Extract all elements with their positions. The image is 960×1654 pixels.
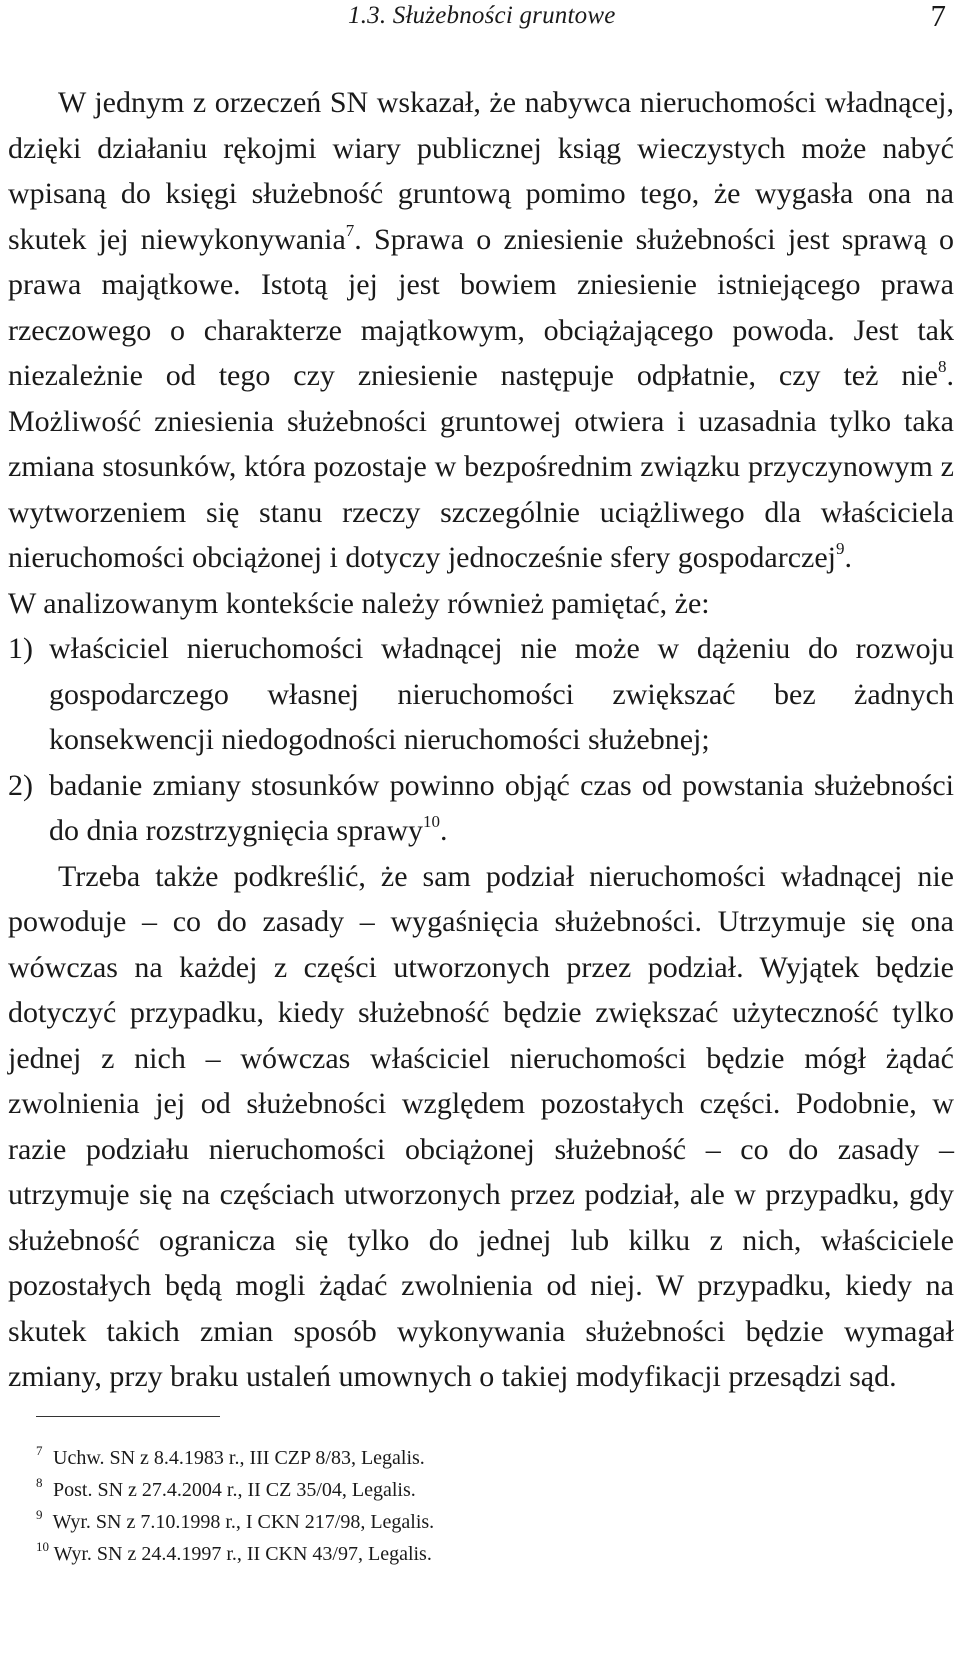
- section-title: 1.3. Służebności gruntowe: [348, 2, 616, 29]
- footnote-ref-10: 10: [423, 812, 441, 831]
- paragraph-1-text-b: . Sprawa o zniesienie służebności jest sprawą o prawa majątkowe. Istotą jej jest bowiem zniesienie istniejącego prawa rzeczowego o charakterze majątkowym, obciążającego powoda. Jest tak niezależnie od tego czy zniesienie następuje odpłatnie, czy też nie: [8, 222, 955, 392]
- list-item-text: badanie zmiany stosunków powinno objąć czas od powstania służebności do dnia rozstrzygnięcia sprawy: [49, 768, 954, 847]
- footnote-ref-7: 7: [345, 220, 355, 240]
- footnote-divider: [36, 1416, 220, 1417]
- list-intro: W analizowanym kontekście należy również pamiętać, że:: [8, 586, 710, 620]
- paragraph-2: Trzeba także podkreślić, że sam podział nieruchomości władnącej nie powoduje – co do zasady – wygaśnięcia służebności. Utrzymuje się ona wówczas na każdej z części utworzonych przez podział. Wyjątek będzie dotyczyć przypadku, kiedy służebność będzie zwiększać użyteczność tylko jednej z nich – wówczas właściciel nieruchomości będzie mógł żądać zwolnienia jej od służebności względem pozostałych części. Podobnie, w razie podziału nieruchomości obciążonej służebność – co do zasady – utrzymuje się na częściach utworzonych przez podział, ale w przypadku, gdy służebność ogranicza się tylko do jednej lub kilku z nich, właściciele pozostałych będą mogli żądać zwolnienia od niej. W przypadku, kiedy na skutek takich zmian sposób wykonywania służebności będzie wymagał zmiany, przy braku ustaleń umownych o takiej modyfikacji przesądzi sąd.: [8, 859, 954, 1393]
- list-item-text: właściciel nieruchomości władnącej nie może w dążeniu do rozwoju gospodarczego własnej nieruchomości zwiększać bez żadnych konsekwencji niedogodności nieruchomości służebnej;: [49, 632, 954, 756]
- footnote-ref-8: 8: [938, 357, 947, 376]
- paragraph-1-text-c: . Możliwość zniesienia służebności gruntowej otwiera i uzasadnia tylko taka zmiana stosunków, która pozostaje w bezpośrednim związku przyczynowym z wytworzeniem się stanu rzeczy szczególnie uciążliwego dla właściciela nieruchomości obciążonej i dotyczy jednocześnie sfery gospodarczej: [8, 359, 954, 574]
- footnote-text: Uchw. SN z 8.4.1983 r., III CZP 8/83, Legalis.: [53, 1447, 425, 1469]
- footnotes: [36, 1442, 936, 1570]
- footnote-text: Wyr. SN z 7.10.1998 r., I CKN 217/98, Legalis.: [52, 1511, 435, 1533]
- footnote-8: 8 Post. SN z 27.4.2004 r., II CZ 35/04, Legalis.: [36, 1475, 416, 1501]
- footnote-7: 7 Uchw. SN z 8.4.1983 r., III CZP 8/83, Legalis.: [36, 1443, 425, 1469]
- paragraph-1-text-a: W jednym z orzeczeń SN wskazał, że nabywca nieruchomości władnącej, dzięki działaniu rękojmi wiary publicznej ksiąg wieczystych może nabyć wpisaną do księgi służebność gruntową pomimo tego, że wygasła ona na skutek jej niewykonywania: [8, 86, 954, 256]
- list-item-number: 1): [8, 632, 33, 665]
- list-item-tail: .: [440, 814, 448, 847]
- paragraph-1: [8, 80, 954, 581]
- running-head: [0, 2, 960, 34]
- footnote-10: 10 Wyr. SN z 24.4.1997 r., II CKN 43/97, Legalis.: [36, 1539, 432, 1565]
- list-item-1: [8, 626, 954, 763]
- footnote-text: Post. SN z 27.4.2004 r., II CZ 35/04, Legalis.: [53, 1479, 416, 1501]
- body-text: [8, 80, 954, 1400]
- footnote-text: Wyr. SN z 24.4.1997 r., II CKN 43/97, Legalis.: [53, 1543, 432, 1565]
- list-item-2: [8, 763, 954, 854]
- footnote-ref-9: 9: [836, 539, 845, 558]
- list-item-number: 2): [8, 768, 33, 802]
- numbered-list: [8, 626, 954, 854]
- footnote-9: 9 Wyr. SN z 7.10.1998 r., I CKN 217/98, Legalis.: [36, 1507, 435, 1533]
- page-number: 7: [930, 0, 946, 33]
- paragraph-1-text-d: .: [844, 541, 853, 574]
